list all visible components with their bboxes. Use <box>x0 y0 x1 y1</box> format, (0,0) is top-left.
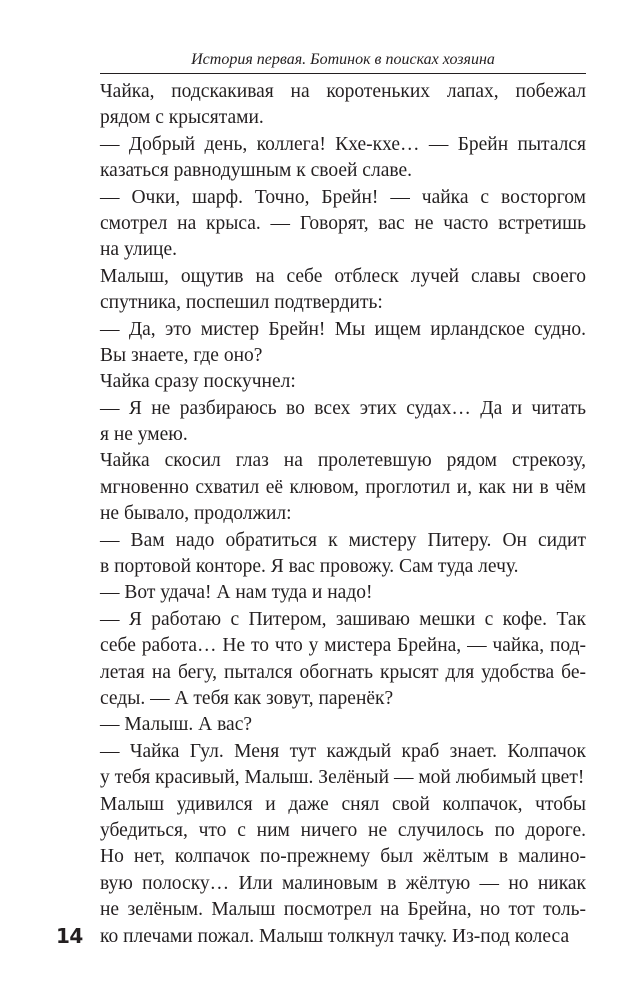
text-line: — Добрый день, коллега! Кхе-кхе… — Брейн пытался <box>100 133 586 155</box>
paragraph <box>100 264 586 317</box>
paragraph <box>100 317 586 370</box>
text-line: Малыш, ощутив на себе отблеск лучей славы своего <box>100 265 586 287</box>
text-line: на улице. <box>100 239 177 261</box>
text-line: — Малыш. А вас? <box>100 714 253 736</box>
text-line: рядом с крысятами. <box>100 107 264 129</box>
running-head: История первая. Ботинок в поисках хозяина <box>191 51 495 68</box>
text-line: убедиться, что с ним ничего не случилось по дороге. <box>100 819 586 841</box>
text-line: — Я работаю с Питером, зашиваю мешки с кофе. Так <box>100 608 586 630</box>
paragraph <box>100 132 586 185</box>
text-line: Чайка скосил глаз на пролетевшую рядом стрекозу, <box>100 450 586 472</box>
text-line: себе работа… Не то что у мистера Брейна, — чайка, под- <box>100 635 586 657</box>
text-line: — Чайка Гул. Меня тут каждый краб знает. Колпачок <box>100 740 586 762</box>
text-line: — Очки, шарф. Точно, Брейн! — чайка с восторгом <box>100 186 586 208</box>
page-number: 14 <box>56 924 83 948</box>
text-line: Вы знаете, где оно? <box>100 344 263 366</box>
text-line: Чайка, подскакивая на коротеньких лапах, побежал <box>100 81 586 102</box>
text-line: — Вот удача! А нам туда и надо! <box>100 582 373 604</box>
text-line: ко плечами пожал. Малыш толкнул тачку. Из-под колеса <box>100 925 570 947</box>
paragraph <box>100 712 586 738</box>
paragraph <box>100 580 586 606</box>
text-line: — Я не разбираюсь во всех этих судах… Да и читать <box>100 397 586 419</box>
paragraph <box>100 739 586 792</box>
text-line: спутника, поспешил подтвердить: <box>100 292 383 314</box>
text-line: Малыш удивился и даже снял свой колпачок, чтобы <box>100 793 586 815</box>
text-line: Но нет, колпачок по-прежнему был жёлтым в малино- <box>100 846 586 868</box>
body-text <box>100 79 586 950</box>
paragraph <box>100 528 586 581</box>
text-line: не бывало, продолжил: <box>100 503 292 525</box>
paragraph <box>100 369 586 395</box>
paragraph <box>100 448 586 527</box>
text-line: смотрел на крыса. — Говорят, вас не часто встретишь <box>100 212 586 234</box>
header-rule <box>100 73 586 74</box>
text-line: казаться равнодушным к своей славе. <box>100 160 412 182</box>
text-line: — Вам надо обратиться к мистеру Питеру. Он сидит <box>100 529 586 551</box>
text-line: Чайка сразу поскучнел: <box>100 371 296 393</box>
paragraph <box>100 607 586 713</box>
text-line: вую полоску… Или малиновым в жёлтую — но никак <box>100 872 586 894</box>
paragraph <box>100 792 586 950</box>
text-line: у тебя красивый, Малыш. Зелёный — мой любимый цвет! <box>100 767 585 789</box>
text-line: я не умею. <box>100 424 188 446</box>
paragraph <box>100 79 586 132</box>
text-line: — Да, это мистер Брейн! Мы ищем ирландское судно. <box>100 318 586 340</box>
paragraph <box>100 396 586 449</box>
paragraph <box>100 185 586 264</box>
text-line: в портовой конторе. Я вас провожу. Сам туда лечу. <box>100 556 519 578</box>
text-line: мгновенно схватил её клювом, проглотил и, как ни в чём <box>100 476 586 498</box>
text-line: седы. — А тебя как зовут, паренёк? <box>100 687 394 709</box>
text-line: летая на бегу, пытался обогнать крысят для удобства бе- <box>100 661 586 683</box>
text-line: не зелёным. Малыш посмотрел на Брейна, но тот толь- <box>100 899 586 921</box>
